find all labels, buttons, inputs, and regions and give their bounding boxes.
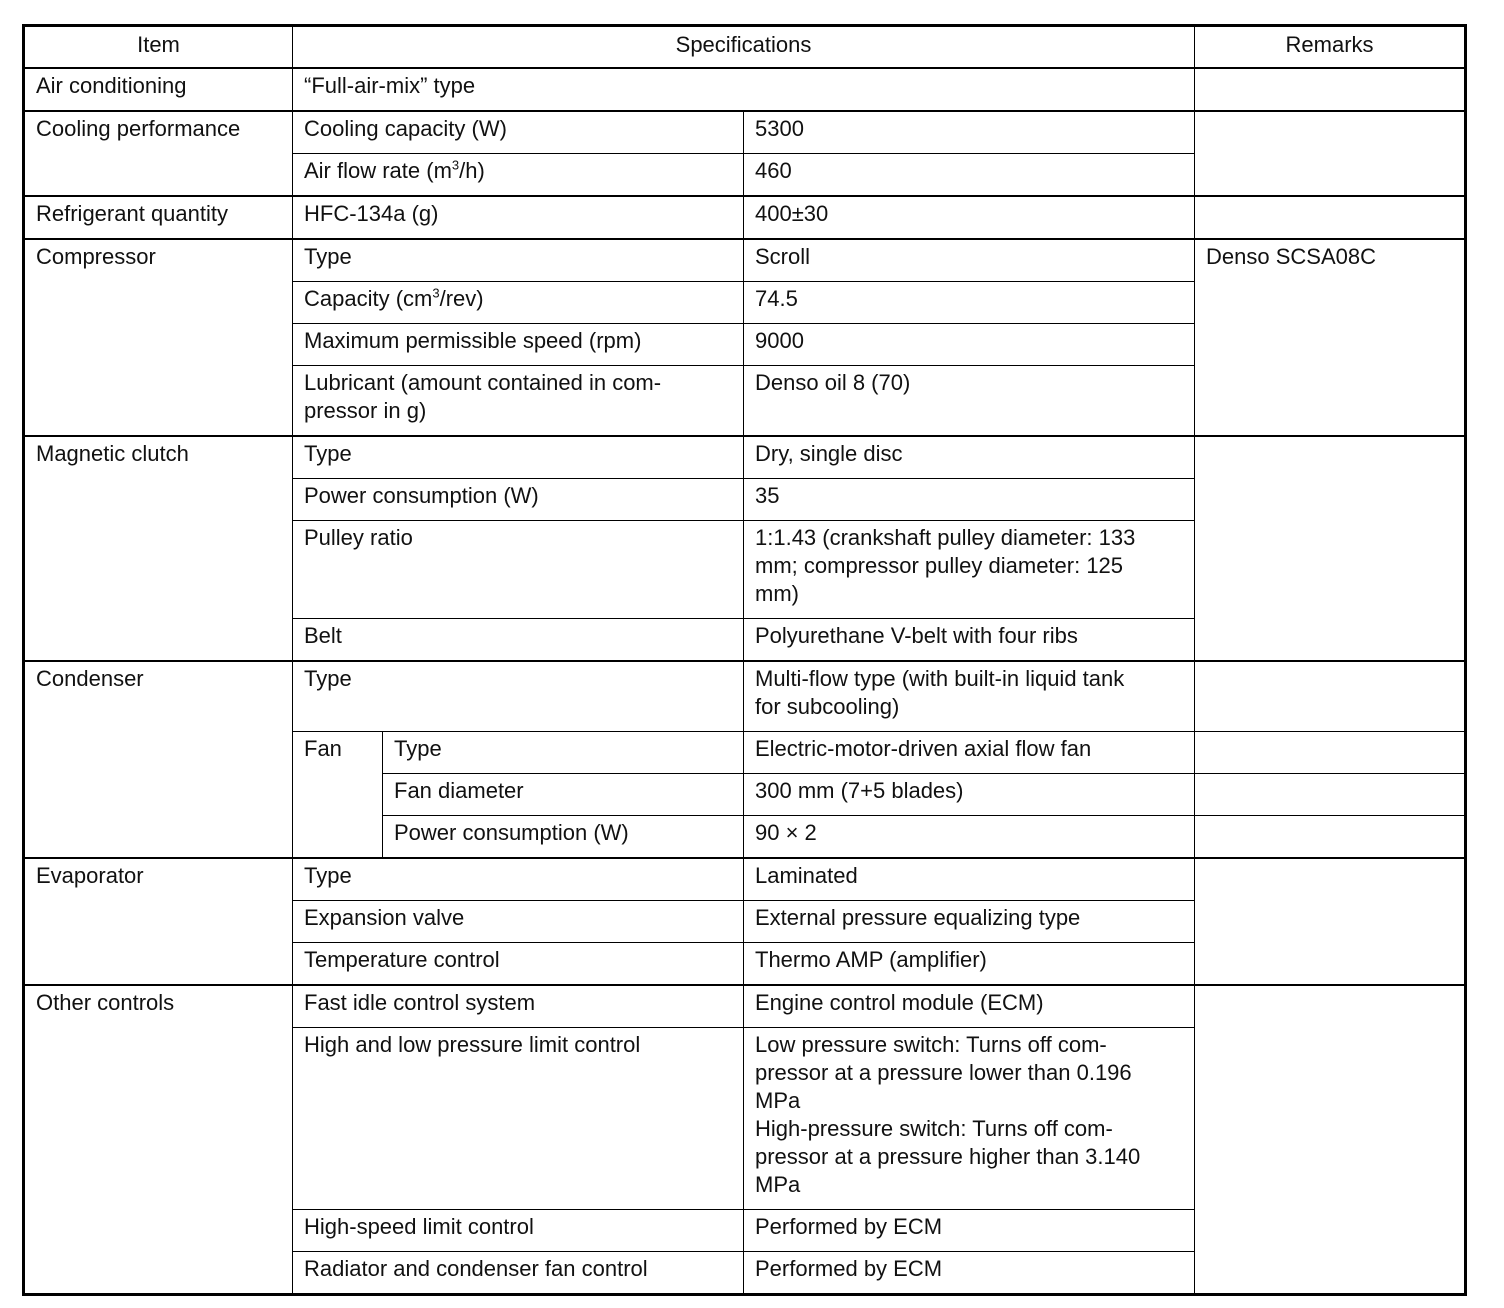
- spec-value-cell: 5300: [744, 111, 1195, 154]
- item-cell: Evaporator: [24, 858, 293, 985]
- spec-label-cell: [293, 282, 744, 324]
- header-row: [24, 26, 1466, 69]
- spec-value-cell: Thermo AMP (amplifier): [744, 943, 1195, 986]
- remarks-cell: Denso SCSA08C: [1195, 239, 1466, 436]
- item-cell: Other controls: [24, 985, 293, 1295]
- spec-label-cell: High and low pressure limit control: [293, 1028, 744, 1210]
- spec-value-cell: 35: [744, 479, 1195, 521]
- spec-value-cell: 300 mm (7+5 blades): [744, 774, 1195, 816]
- spec-value-cell: Engine control module (ECM): [744, 985, 1195, 1028]
- spec-label-cell: Type: [293, 661, 744, 732]
- superscript: 3: [432, 285, 440, 301]
- remarks-cell: [1195, 985, 1466, 1295]
- spec-label-cell: High-speed limit control: [293, 1210, 744, 1252]
- remarks-cell: [1195, 436, 1466, 661]
- spec-value-cell: 1:1.43 (crankshaft pulley diameter: 133 mm; compressor pulley diameter: 125 mm): [744, 521, 1195, 619]
- remarks-cell: [1195, 816, 1466, 859]
- item-cell: Air conditioning: [24, 68, 293, 111]
- spec-value-cell: 460: [744, 154, 1195, 197]
- remarks-cell: [1195, 774, 1466, 816]
- spec-label-cell: Lubricant (amount contained in com- pressor in g): [293, 366, 744, 437]
- remarks-cell: [1195, 858, 1466, 985]
- spec-value-cell: 90 × 2: [744, 816, 1195, 859]
- superscript: 3: [451, 157, 460, 173]
- table-row: [24, 858, 1466, 901]
- spec-label-cell: Power consumption (W): [383, 816, 744, 859]
- spec-label-cell: Maximum permissible speed (rpm): [293, 324, 744, 366]
- item-cell: Cooling performance: [24, 111, 293, 196]
- label-text: Capacity (cm: [304, 286, 433, 311]
- spec-label-cell: Cooling capacity (W): [293, 111, 744, 154]
- item-cell: Magnetic clutch: [24, 436, 293, 661]
- label-text: Air flow rate (m: [304, 158, 452, 183]
- spec-value-cell: 9000: [744, 324, 1195, 366]
- remarks-cell: [1195, 111, 1466, 196]
- table-row: [24, 661, 1466, 732]
- spec-label-cell: Expansion valve: [293, 901, 744, 943]
- table-row: [24, 68, 1466, 111]
- header-item: Item: [24, 26, 293, 69]
- table-row: [24, 239, 1466, 282]
- spec-label-cell: Type: [383, 732, 744, 774]
- header-remarks: Remarks: [1195, 26, 1466, 69]
- spec-label-cell: [293, 154, 744, 197]
- spec-value-cell: “Full-air-mix” type: [293, 68, 1195, 111]
- item-cell: Compressor: [24, 239, 293, 436]
- spec-label-cell: Belt: [293, 619, 744, 662]
- spec-value-cell: Dry, single disc: [744, 436, 1195, 479]
- specifications-table: [22, 24, 1467, 1296]
- remarks-cell: [1195, 68, 1466, 111]
- spec-label-cell: Type: [293, 239, 744, 282]
- label-text: /h): [459, 158, 485, 183]
- spec-value-cell: 400±30: [744, 196, 1195, 239]
- spec-label-cell: Type: [293, 858, 744, 901]
- spec-value-cell: Polyurethane V-belt with four ribs: [744, 619, 1195, 662]
- spec-value-cell: Laminated: [744, 858, 1195, 901]
- spec-value-cell: Multi-flow type (with built-in liquid tank for subcooling): [744, 661, 1195, 732]
- spec-value-cell: Electric-motor-driven axial flow fan: [744, 732, 1195, 774]
- fan-label-cell: Fan: [293, 732, 383, 859]
- table-row: [24, 985, 1466, 1028]
- spec-label-cell: Pulley ratio: [293, 521, 744, 619]
- spec-label-cell: Fast idle control system: [293, 985, 744, 1028]
- spec-value-cell: Scroll: [744, 239, 1195, 282]
- spec-label-cell: Radiator and condenser fan control: [293, 1252, 744, 1295]
- spec-label-cell: Type: [293, 436, 744, 479]
- spec-value-cell: Low pressure switch: Turns off com- pressor at a pressure lower than 0.196 MPa High-pressure switch: Turns off com- pressor at a pressure higher than 3.140 MPa: [744, 1028, 1195, 1210]
- spec-label-cell: Temperature control: [293, 943, 744, 986]
- item-cell: Condenser: [24, 661, 293, 858]
- spec-value-cell: External pressure equalizing type: [744, 901, 1195, 943]
- table-row: [24, 111, 1466, 154]
- table-row: [24, 196, 1466, 239]
- header-specifications: Specifications: [293, 26, 1195, 69]
- table-row: [24, 436, 1466, 479]
- spec-label-cell: HFC-134a (g): [293, 196, 744, 239]
- spec-label-cell: Power consumption (W): [293, 479, 744, 521]
- item-cell: Refrigerant quantity: [24, 196, 293, 239]
- remarks-cell: [1195, 732, 1466, 774]
- spec-value-cell: Performed by ECM: [744, 1210, 1195, 1252]
- spec-value-cell: Performed by ECM: [744, 1252, 1195, 1295]
- spec-value-cell: 74.5: [744, 282, 1195, 324]
- remarks-cell: [1195, 196, 1466, 239]
- spec-value-cell: Denso oil 8 (70): [744, 366, 1195, 437]
- label-text: /rev): [439, 286, 484, 311]
- spec-label-cell: Fan diameter: [383, 774, 744, 816]
- remarks-cell: [1195, 661, 1466, 732]
